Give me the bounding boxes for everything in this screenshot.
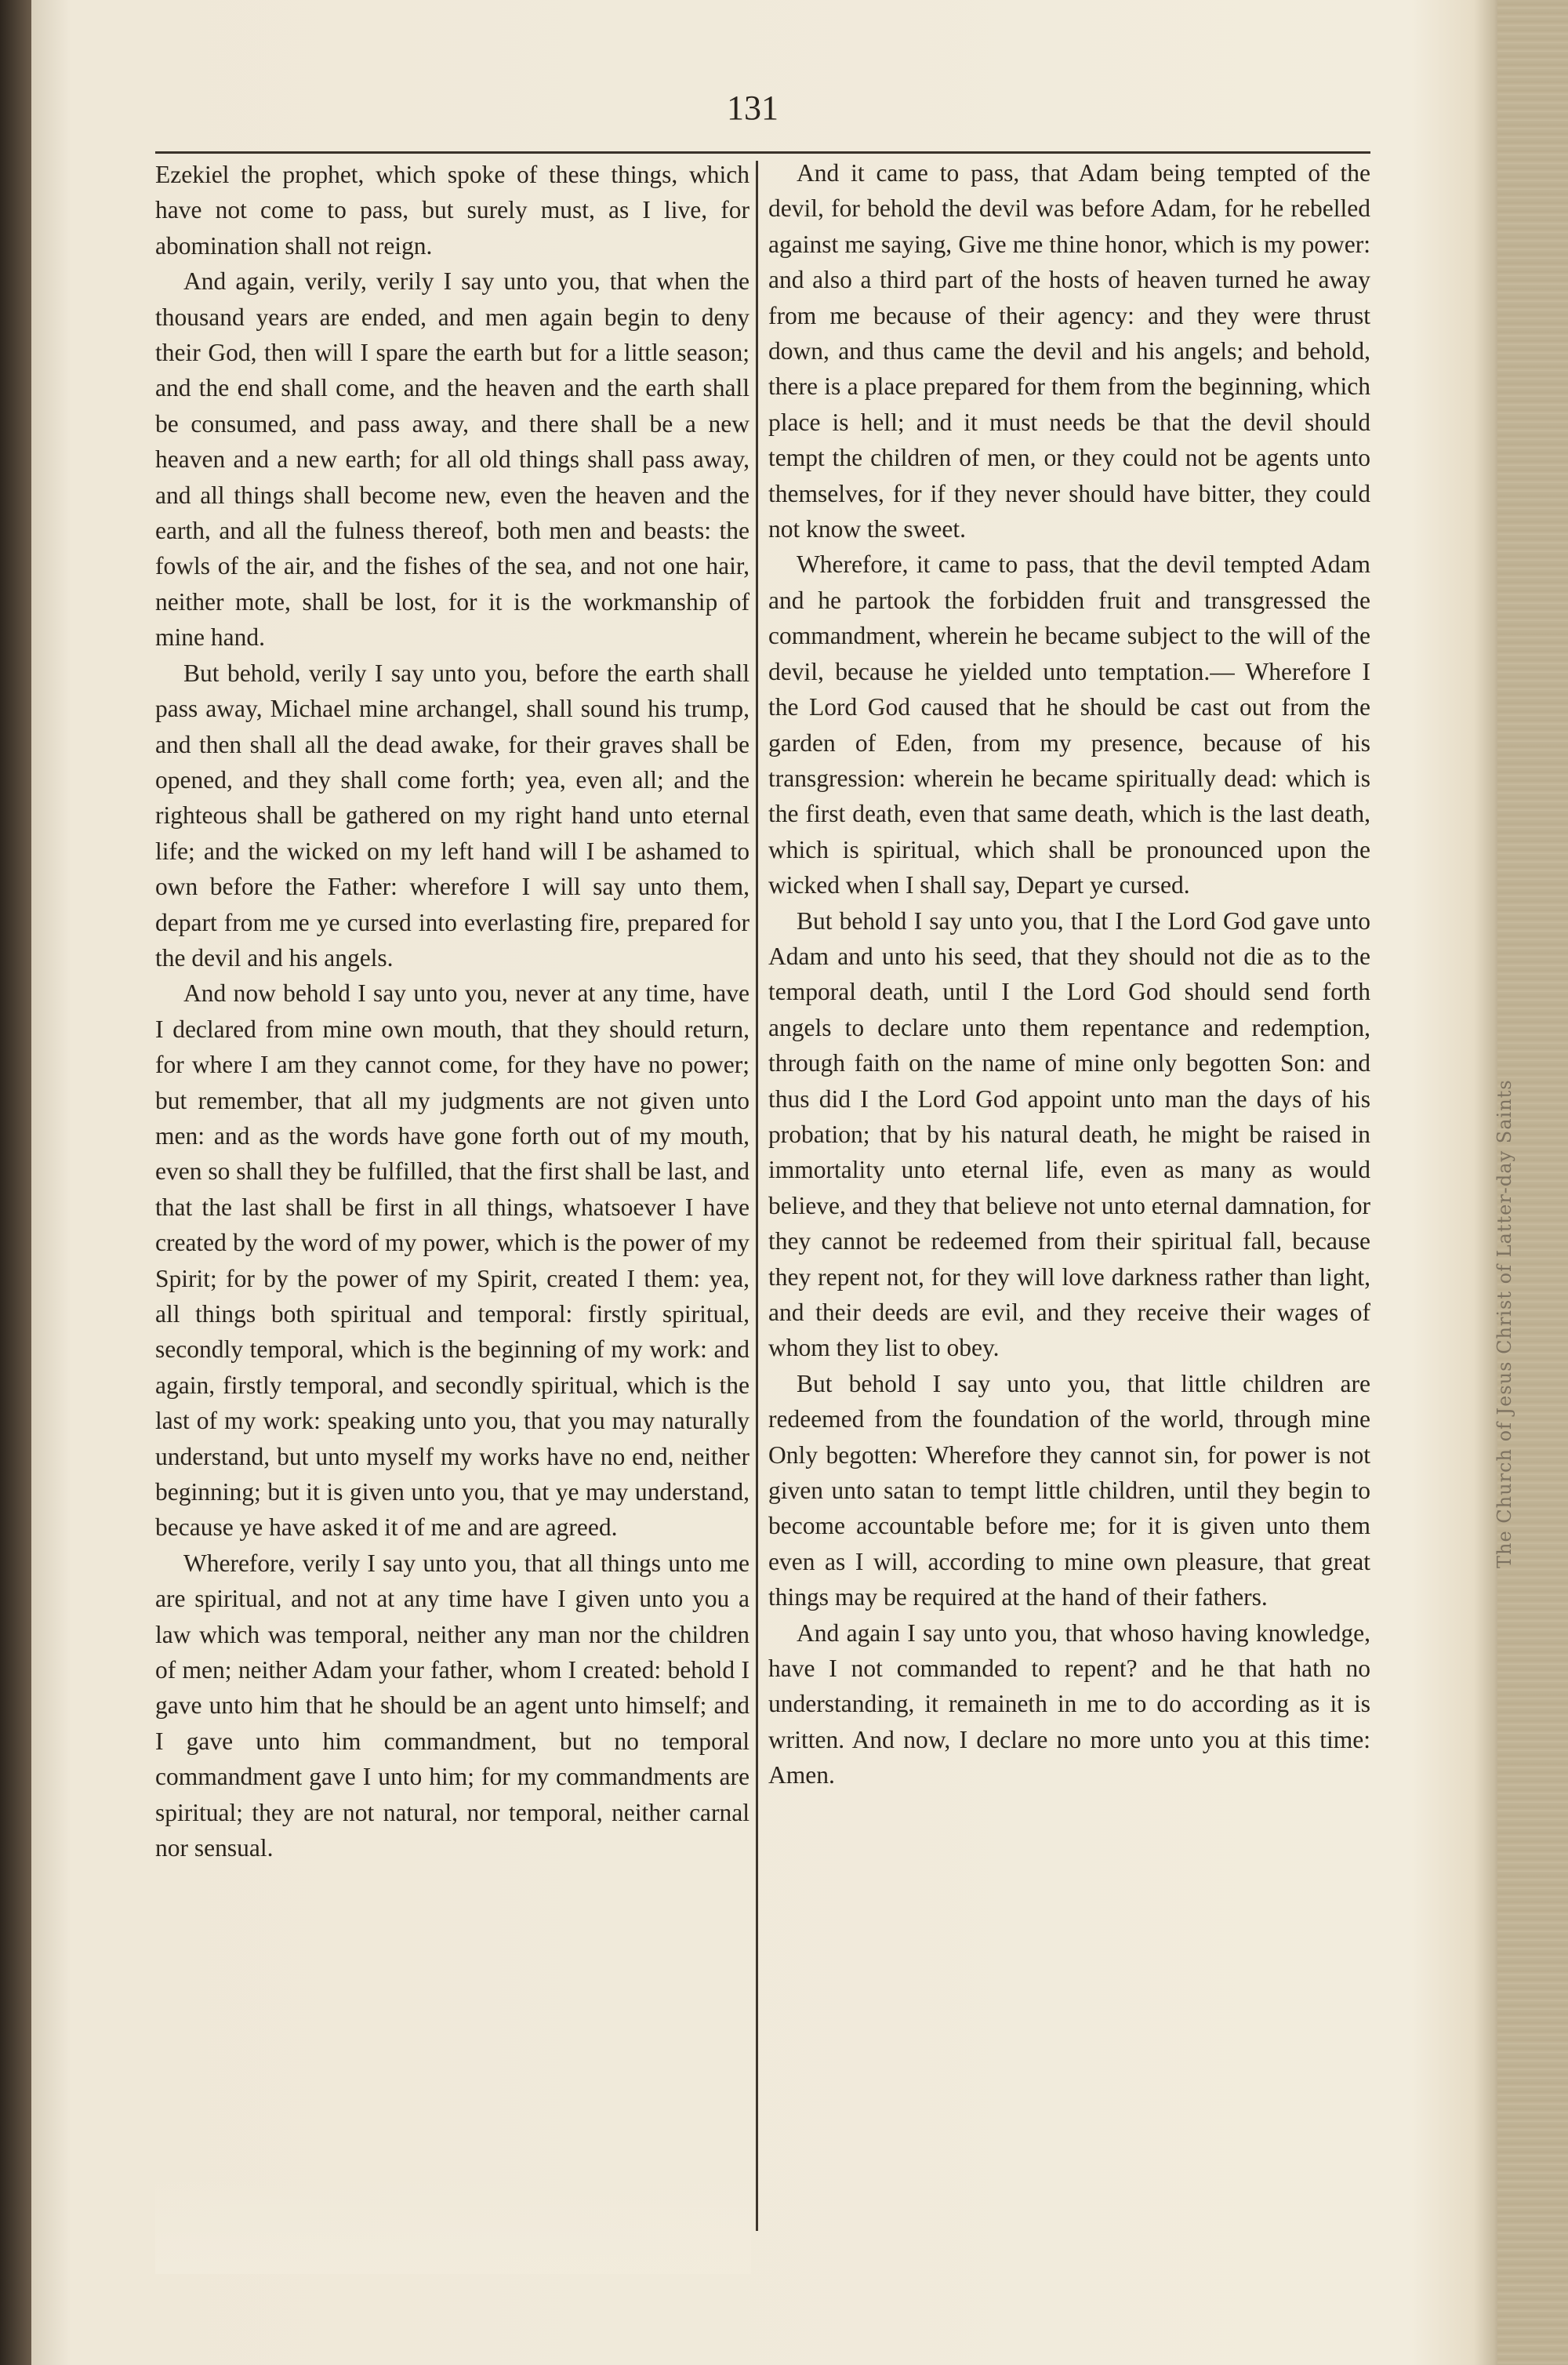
left-column	[155, 157, 750, 1866]
paragraph: Wherefore, verily I say unto you, that all things unto me are spiritual, and not at any time have I given unto you a law which was temporal, neither any man nor the children of men; neither Adam your father, whom I created: behold I gave unto him that he should be an agent unto himself; and I gave unto him commandment, but no temporal commandment gave I unto him; for my commandments are spiritual; they are not natural, nor temporal, neither carnal nor sensual.	[155, 1549, 750, 1862]
paragraph: And now behold I say unto you, never at any time, have I declared from mine own mouth, that they should return, for where I am they cannot come, for they have no power; but remember, that all my judgments are not given unto men: and as the words have gone forth out of my mouth, even so shall they be fulfilled, that the first shall be last, and that the last shall be first in all things, whatsoever I have created by the word of my power, which is the power of my Spirit; for by the power of my Spirit, created I them: yea, all things both spiritual and temporal: firstly spiritual, secondly temporal, which is the beginning of my work: and again, firstly temporal, and secondly spiritual, which is the last of my work: speaking unto you, that you may naturally understand, but unto myself my works have no end, neither beginning; but it is given unto you, that ye may understand, because ye have asked it of me and are agreed.	[155, 979, 750, 1542]
paragraph: And it came to pass, that Adam being tempted of the devil, for behold the devil was before Adam, for he rebelled against me saying, Give me thine honor, which is my power: and also a third part of the hosts of heaven turned he away from me because of their agency: and they were thrust down, and thus came the devil and his angels; and behold, there is a place prepared for them from the beginning, which place is hell; and it must needs be that the devil should tempt the children of men, or they could not be agents unto themselves, for if they never should have bitter, they could not know the sweet.	[768, 159, 1370, 543]
gutter-shadow	[0, 0, 31, 2365]
paragraph: Ezekiel the prophet, which spoke of these things, which have not come to pass, but surely must, as I live, for abomination shall not reign.	[155, 161, 750, 260]
paragraph: But behold I say unto you, that I the Lord God gave unto Adam and unto his seed, that they should not die as to the temporal death, until I the Lord God should send forth angels to declare unto them repentance and redemption, through faith on the name of mine only begotten Son: and thus did I the Lord God appoint unto man the days of his probation; that by his natural death, he might be raised in immortality unto eternal life, even as many as would believe, and they that believe not unto eternal damnation, for they cannot be redeemed from their spiritual fall, because they repent not, for they will love darkness rather than light, and their deeds are evil, and they receive their wages of whom they list to obey.	[768, 906, 1370, 1362]
paragraph: And again, verily, verily I say unto you, that when the thousand years are ended, and men again begin to deny their God, then will I spare the earth but for a little season; and the end shall come, and the heaven and the earth shall be consumed, and pass away, and there shall be a new heaven and a new earth; for all old things shall pass away, and all things shall become new, even the heaven and the earth, and all the fulness thereof, both men and beasts: the fowls of the air, and the fishes of the sea, and not one hair, neither mote, shall be lost, for it is the workmanship of mine hand.	[155, 267, 750, 652]
column-divider	[756, 161, 758, 2231]
right-column	[768, 155, 1370, 1793]
header-rule	[155, 151, 1370, 154]
paragraph: But behold, verily I say unto you, before the earth shall pass away, Michael mine archangel, shall sound his trump, and then shall all the dead awake, for their graves shall be opened, and they shall come forth; yea, even all; and the righteous shall be gathered on my right hand unto eternal life; and the wicked on my left hand will I be ashamed to own before the Father: wherefore I will say unto them, depart from me ye cursed into everlasting fire, prepared for the devil and his angels.	[155, 659, 750, 972]
paragraph: Wherefore, it came to pass, that the devil tempted Adam and he partook the forbidden fruit and transgressed the commandment, wherein he became subject to the will of the devil, because he yielded unto temptation.— Wherefore I the Lord God caused that he should be cast out from the garden of Eden, from my presence, because of his transgression: wherein he became spiritually dead: which is the first death, even that same death, which is the last death, which is spiritual, which shall be pronounced upon the wicked when I shall say, Depart ye cursed.	[768, 550, 1370, 899]
page-number: 131	[727, 89, 779, 127]
paragraph: And again I say unto you, that whoso having knowledge, have I not commanded to repent? and he that hath no understanding, it remaineth in me to do according as it is written. And now, I declare no more unto you at this time: Amen.	[768, 1618, 1370, 1789]
paragraph: But behold I say unto you, that little children are redeemed from the foundation of the world, through mine Only begotten: Wherefore they cannot sin, for power is not given unto satan to tempt little children, until they begin to become accountable before me; for it is given unto them even as I will, according to mine own pleasure, that great things may be required at the hand of their fathers.	[768, 1369, 1370, 1611]
spine-watermark-text: The Church of Jesus Christ of Latter-day Saints	[1494, 1079, 1515, 1568]
faded-print-area	[155, 2180, 751, 2274]
